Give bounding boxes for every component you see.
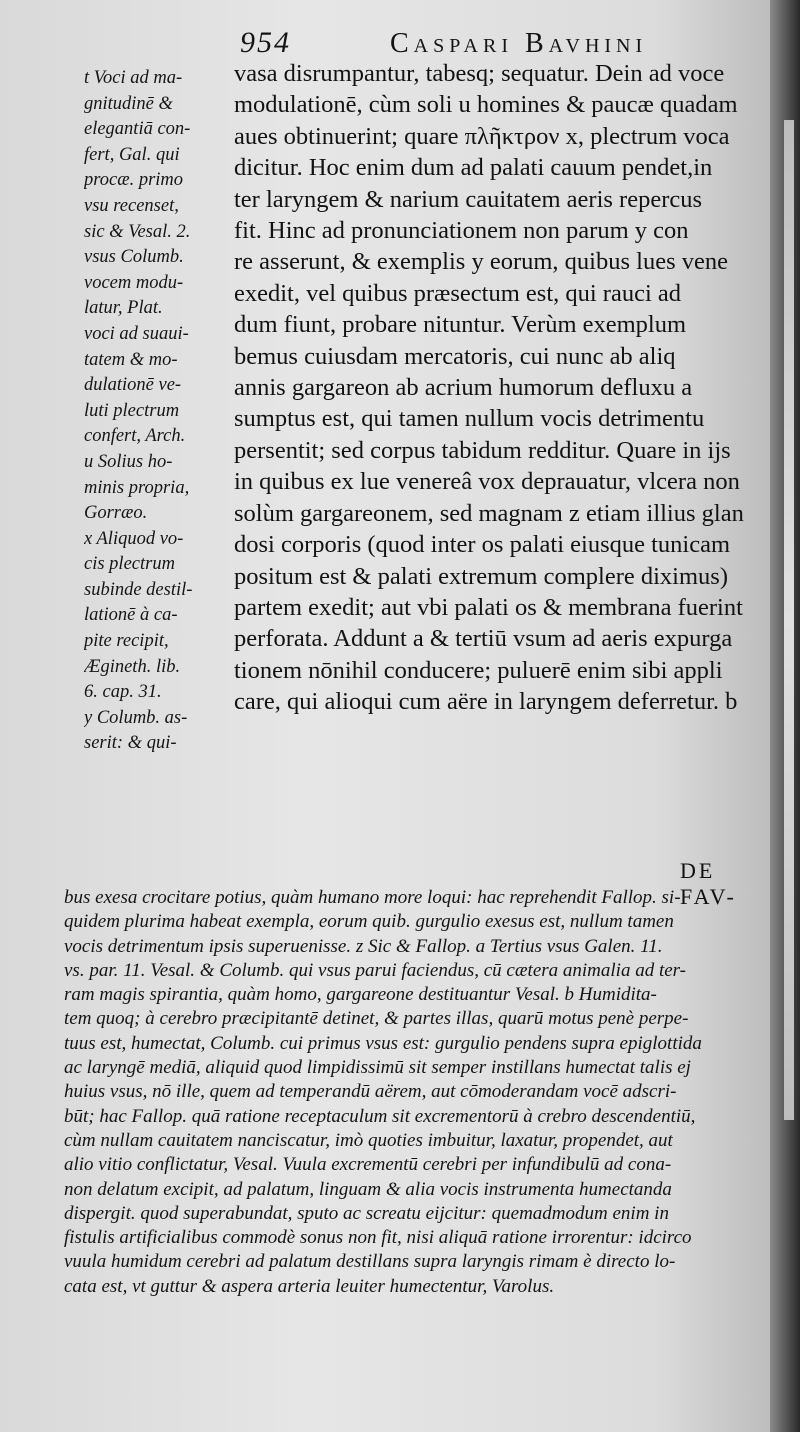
text-line: tionem nōnihil conducere; puluerē enim sibi appli [234, 656, 723, 684]
margin-note-line: gnitudinē & [84, 93, 173, 114]
footnote-line: būt; hac Fallop. quā ratione receptaculum sit excrementorū à crebro descendentiū, [64, 1105, 696, 1127]
footnote-line: cùm nullam cauitatem nanciscatur, imò quoties imbuitur, laxatur, propendet, aut [64, 1129, 673, 1151]
margin-note-line: vsus Columb. [84, 247, 184, 268]
next-page-edge [784, 120, 794, 1120]
margin-note-line: confert, Arch. [84, 426, 186, 447]
catchword: DE FAV- [680, 858, 737, 909]
footnote-line: bus exesa crocitare potius, quàm humano more loqui: hac reprehendit Fallop. si- [64, 887, 681, 908]
margin-note-line: fert, Gal. qui [84, 144, 180, 165]
footnote-line: vocis detrimentum ipsis superuenisse. z Sic & Fallop. a Tertius vsus Galen. 11. [64, 935, 663, 957]
margin-note-line: 6. cap. 31. [84, 682, 162, 703]
margin-note-line: dulationē ve- [84, 375, 182, 396]
footnote-line: dispergit. quod superabundat, sputo ac screatu eijcitur: quemadmodum enim in [64, 1202, 669, 1224]
text-line: dum fiunt, probare nituntur. Verùm exemplum [234, 311, 687, 339]
margin-note-line: pite recipit, [84, 631, 169, 652]
text-line: partem exedit; aut vbi palati os & membrana fuerint [234, 593, 743, 621]
margin-note-line: luti plectrum [84, 400, 180, 421]
text-line: fit. Hinc ad pronunciationem non parum y con [234, 217, 689, 245]
text-line: annis gargareon ab acrium humorum defluxu a [234, 374, 693, 402]
text-line: aues obtinuerint; quare πλῆκτρον x, plectrum voca [234, 122, 730, 150]
margin-note-line: tatem & mo- [84, 349, 178, 370]
footnote-line: vs. par. 11. Vesal. & Columb. qui vsus parui faciendus, cū cætera animalia ad ter- [64, 959, 687, 981]
text-line: modulationē, cùm soli u homines & paucæ quadam [234, 91, 738, 119]
margin-note-line: y Columb. as- [84, 707, 188, 728]
footnote-line: ram magis spirantia, quàm homo, gargareone destituantur Vesal. b Humidita- [64, 984, 657, 1006]
margin-notes [84, 66, 236, 757]
margin-note-line: latur, Plat. [84, 298, 163, 319]
running-head: Caspari Bavhini [390, 28, 648, 59]
text-line: positum est & palati extremum complere diximus) [234, 562, 728, 590]
main-text-block [234, 58, 770, 718]
margin-note-line: u Solius ho- [84, 451, 173, 472]
footnote-line: vuula humidum cerebri ad palatum destillans supra laryngis rimam è directo lo- [64, 1251, 676, 1273]
margin-note-line: voci ad suaui- [84, 323, 189, 344]
margin-note-line: serit: & qui- [84, 733, 177, 754]
footnote-line: ac laryngē mediā, aliquid quod limpidissimū sit semper instillans humectat talis ej [64, 1057, 691, 1079]
text-line: in quibus ex lue venereâ vox deprauatur, vlcera non [234, 468, 740, 496]
text-line: re asserunt, & exemplis y eorum, quibus lues vene [234, 248, 728, 276]
text-line: ter laryngem & narium cauitatem aeris repercus [234, 185, 703, 213]
footnote-line: huius vsus, nō ille, quem ad temperandū aërem, aut cōmoderandam vocē adscri- [64, 1081, 677, 1103]
footnote-line: alio vitio conflictatur, Vesal. Vuula excrementū cerebri per infundibulū ad cona- [64, 1154, 672, 1176]
margin-note-line: Ægineth. lib. [84, 656, 181, 677]
margin-note-line: vocem modu- [84, 272, 184, 293]
margin-note-line: procæ. primo [84, 170, 184, 191]
margin-note-line: elegantiā con- [84, 119, 191, 140]
footnotes-block [64, 886, 770, 1299]
margin-note-line: x Aliquod vo- [84, 528, 184, 549]
text-line: sumptus est, qui tamen nullum vocis detrimentu [234, 405, 705, 433]
footnote-line: non delatum excipit, ad palatum, linguam & alia vocis instrumenta humectanda [64, 1178, 672, 1200]
footnote-line: cata est, vt guttur & aspera arteria leuiter humectentur, Varolus. [64, 1275, 555, 1297]
page-number: 954 [240, 26, 291, 59]
margin-note-line: t Voci ad ma- [84, 68, 183, 88]
footnote-line: fistulis artificialibus commodè sonus non fit, nisi aliquā ratione irrorentur: idcirco [64, 1227, 692, 1249]
margin-note-line: cis plectrum [84, 554, 175, 575]
text-line: exedit, vel quibus præsectum est, qui rauci ad [234, 279, 682, 307]
footnote-line: quidem plurima habeat exempla, eorum quib. gurgulio exesus est, nullum tamen [64, 911, 674, 933]
text-line: care, qui alioqui cum aëre in laryngem deferretur. b [234, 688, 738, 716]
text-line: dicitur. Hoc enim dum ad palati cauum pendet,in [234, 154, 713, 182]
text-line: solùm gargareonem, sed magnam z etiam illius glan [234, 499, 744, 527]
margin-note-line: Gorræo. [84, 503, 148, 524]
text-line: dosi corporis (quod inter os palati eiusque tunicam [234, 531, 731, 559]
margin-note-line: subinde destil- [84, 579, 193, 600]
footnote-line: tuus est, humectat, Columb. cui primus vsus est: gurgulio pendens supra epiglottida [64, 1032, 702, 1054]
text-line: persentit; sed corpus tabidum redditur. Quare in ijs [234, 436, 731, 464]
margin-note-line: minis propria, [84, 477, 190, 498]
margin-note-line: sic & Vesal. 2. [84, 221, 191, 242]
margin-note-line: vsu recenset, [84, 195, 179, 216]
margin-note-line: lationē à ca- [84, 605, 178, 626]
text-line: perforata. Addunt a & tertiū vsum ad aeris expurga [234, 625, 733, 653]
text-line: vasa disrumpantur, tabesq; sequatur. Dein ad voce [234, 60, 725, 87]
text-line: bemus cuiusdam mercatoris, cui nunc ab aliq [234, 342, 676, 370]
footnote-line: tem quoq; à cerebro præcipitantē detinet, & partes illas, quarū motus penè perpe- [64, 1008, 689, 1030]
